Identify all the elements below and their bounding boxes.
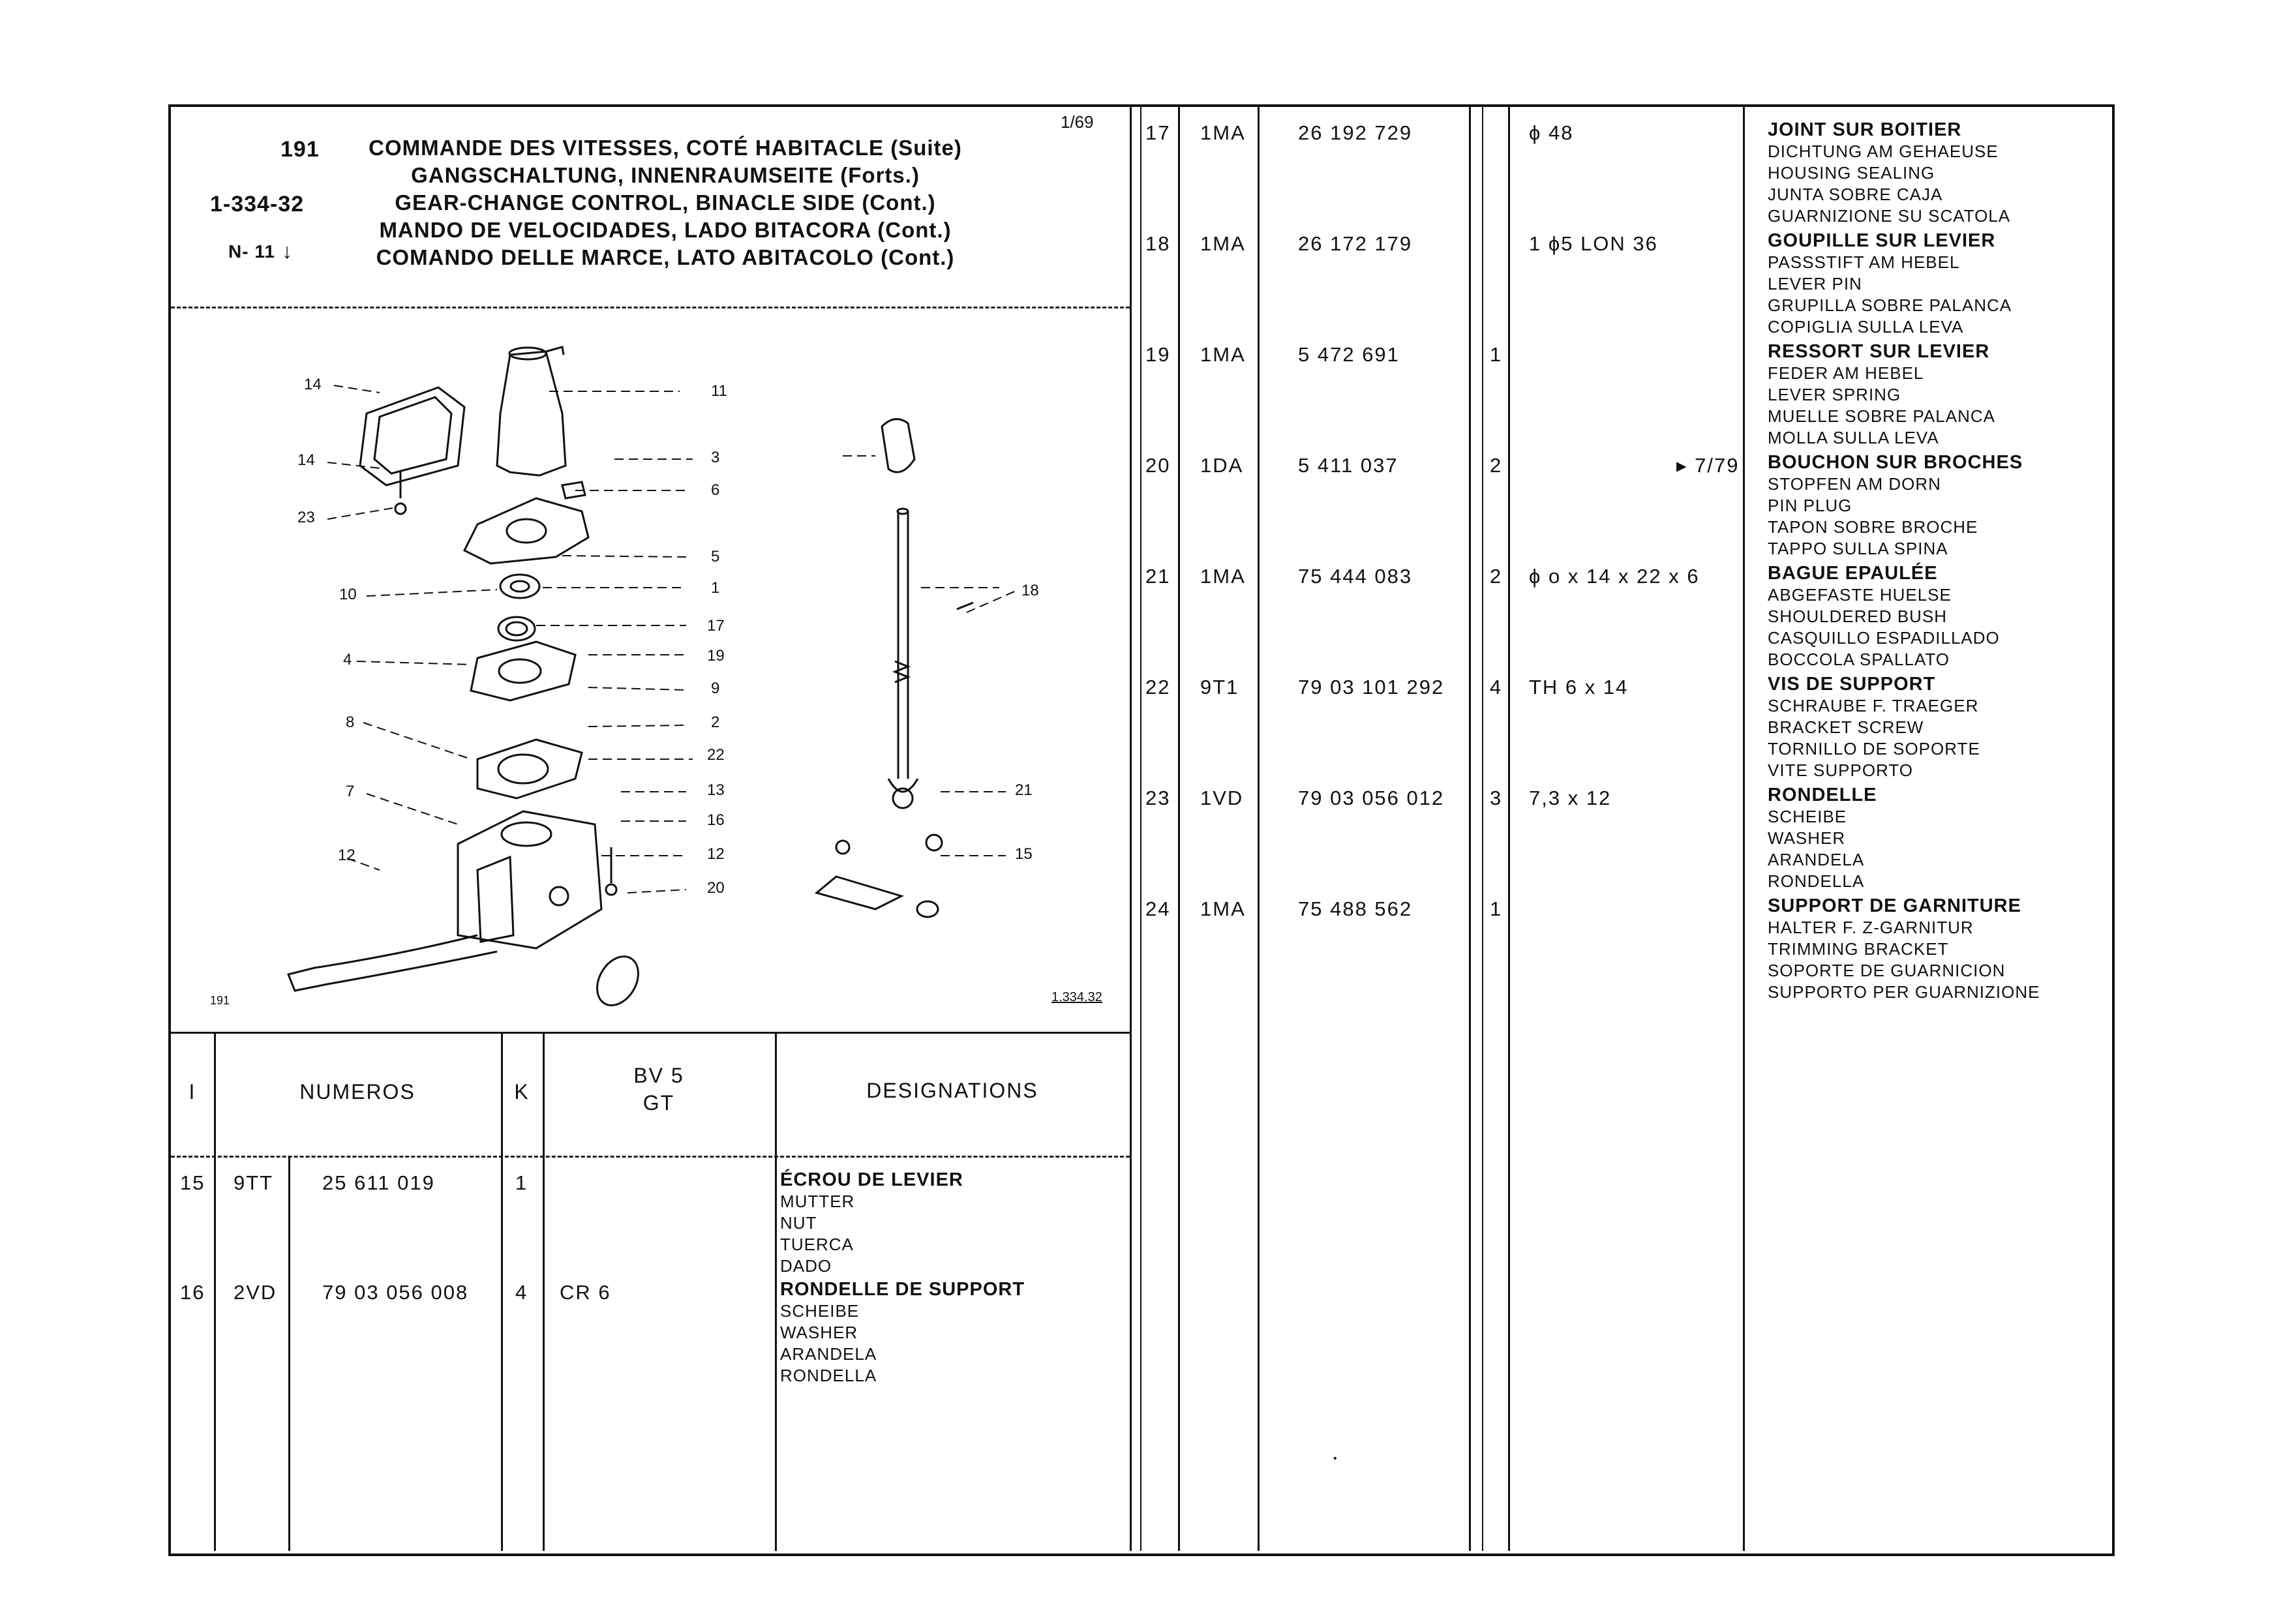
row-spec: 1 ϕ5 LON 36	[1529, 232, 1658, 255]
row-part-number: 5 472 691	[1298, 343, 1400, 366]
diagram-corner-label: 191	[210, 994, 230, 1007]
row-qty: 3	[1490, 787, 1503, 809]
callout-6: 6	[711, 481, 720, 499]
plate-5-shape	[464, 498, 588, 563]
washer-17-shape	[498, 617, 535, 640]
row-spec: ϕ 48	[1529, 121, 1574, 144]
col-head-bv	[543, 1062, 775, 1117]
row-code: 1VD	[1200, 787, 1244, 809]
row-spec: TH 6 x 14	[1529, 676, 1629, 698]
row-qty: 1	[1490, 897, 1503, 920]
row-translation: TORNILLO DE SOPORTE	[1768, 739, 1980, 758]
left-col-rule-2	[288, 1156, 290, 1551]
knob-3-shape	[882, 419, 914, 472]
plate-8-shape	[477, 740, 582, 798]
row-translation: DICHTUNG AM GEHAEUSE	[1768, 142, 1999, 161]
row-part-number: 26 192 729	[1298, 121, 1413, 144]
callout-5: 5	[711, 548, 720, 565]
row-code: 1MA	[1200, 565, 1246, 588]
row-part-number: 26 172 179	[1298, 232, 1413, 255]
title-fr: COMMANDE DES VITESSES, COTÉ HABITACLE (Suite)	[369, 136, 962, 160]
row-translation: SCHEIBE	[1768, 807, 1847, 826]
callout-23: 23	[297, 509, 315, 526]
rod-12-shape	[288, 935, 497, 991]
left-col-rule-1	[214, 1032, 216, 1551]
row-translation: DADO	[780, 1256, 832, 1276]
ref-code: 1-334-32	[210, 192, 305, 217]
note-label: N- 11	[228, 241, 275, 262]
row-code: 9T1	[1200, 676, 1239, 698]
right-col-rule-5	[1743, 104, 1745, 1551]
row-code: 1MA	[1200, 232, 1246, 255]
row-code: 1MA	[1200, 897, 1246, 920]
title-de: GANGSCHALTUNG, INNENRAUMSEITE (Forts.)	[411, 163, 920, 187]
row-qty: 1	[515, 1171, 528, 1194]
row-spec: CR 6	[560, 1281, 611, 1304]
row-qty: 4	[515, 1281, 528, 1304]
section-number: 191	[280, 137, 320, 162]
row-translation: JUNTA SOBRE CAJA	[1768, 185, 1943, 204]
callout-22: 22	[707, 746, 725, 764]
right-col-rule-4	[1508, 104, 1510, 1551]
col-head-i: I	[189, 1080, 196, 1104]
row-translation: ABGEFASTE HUELSE	[1768, 585, 1952, 605]
row-part-number: 79 03 056 008	[322, 1281, 469, 1304]
row-translation: VITE SUPPORTO	[1768, 760, 1913, 780]
row-translation: TAPON SOBRE BROCHE	[1768, 517, 1978, 537]
diagram-divider	[171, 1032, 1130, 1034]
left-col-rule-3	[501, 1032, 503, 1551]
title-es: MANDO DE VELOCIDADES, LADO BITACORA (Cont.)	[379, 218, 952, 242]
row-translation: MUTTER	[780, 1192, 855, 1211]
callout-11: 11	[711, 382, 727, 400]
row-translation: ARANDELA	[1768, 850, 1865, 869]
col-head-designations: DESIGNATIONS	[866, 1079, 1038, 1102]
row-translation: FEDER AM HEBEL	[1768, 363, 1924, 383]
row-translation: TAPPO SULLA SPINA	[1768, 539, 1948, 558]
row-item-number: 21	[1145, 565, 1171, 588]
callout-9: 9	[711, 680, 720, 697]
row-designation: VIS DE SUPPORT	[1768, 674, 1936, 695]
callout-20: 20	[707, 879, 725, 897]
row-code: 1MA	[1200, 343, 1246, 366]
row-item-number: 15	[180, 1171, 205, 1194]
row-part-number: 79 03 101 292	[1298, 676, 1445, 698]
row-translation: HALTER F. Z-GARNITUR	[1768, 918, 1974, 937]
row-designation: RESSORT SUR LEVIER	[1768, 341, 1990, 362]
row-item-number: 18	[1145, 232, 1171, 255]
right-col-rule-3	[1469, 104, 1471, 1551]
col-head-numeros: NUMEROS	[299, 1080, 415, 1104]
row-item-number: 17	[1145, 121, 1171, 144]
row-qty: 2	[1490, 565, 1503, 588]
row-translation: LEVER PIN	[1768, 274, 1862, 293]
row-translation: PASSSTIFT AM HEBEL	[1768, 252, 1960, 272]
row-designation: BOUCHON SUR BROCHES	[1768, 452, 2023, 473]
row-translation: SCHRAUBE F. TRAEGER	[1768, 696, 1979, 715]
row-designation: RONDELLE DE SUPPORT	[780, 1279, 1025, 1300]
row-part-number: 75 444 083	[1298, 565, 1413, 588]
row-item-number: 24	[1145, 897, 1171, 920]
right-col-rule-2	[1258, 104, 1260, 1551]
page-ref: 1/69	[1061, 112, 1094, 132]
row-item-number: 19	[1145, 343, 1171, 366]
callout-16: 16	[707, 811, 725, 829]
row-qty: 4	[1490, 676, 1503, 698]
left-panel-divider	[1130, 104, 1132, 1551]
row-translation: STOPFEN AM DORN	[1768, 474, 1941, 494]
row-translation: SCHEIBE	[780, 1301, 860, 1321]
right-col-rule-1	[1178, 104, 1180, 1551]
arrow-down-icon: ↓	[281, 239, 292, 263]
row-part-number: 79 03 056 012	[1298, 787, 1445, 809]
row-code: 2VD	[234, 1281, 277, 1304]
row-designation: BAGUE EPAULÉE	[1768, 563, 1938, 584]
row-designation: GOUPILLE SUR LEVIER	[1768, 230, 1996, 251]
row-translation: BOCCOLA SPALLATO	[1768, 650, 1950, 669]
row-translation: LEVER SPRING	[1768, 385, 1901, 404]
callout-12-left: 12	[338, 847, 355, 864]
callout-14a: 14	[304, 376, 322, 393]
callout-19: 19	[707, 647, 725, 665]
callout-3: 3	[711, 449, 720, 466]
row-translation: TUERCA	[780, 1235, 854, 1254]
row-item-number: 23	[1145, 787, 1171, 809]
callout-17: 17	[707, 617, 725, 635]
callout-1: 1	[711, 579, 720, 597]
row-qty: 2	[1490, 454, 1503, 477]
callout-14b: 14	[297, 451, 315, 469]
row-part-number: 75 488 562	[1298, 897, 1413, 920]
col-head-k: K	[514, 1080, 530, 1104]
row-code: 1DA	[1200, 454, 1244, 477]
callout-18: 18	[1021, 582, 1039, 599]
row-part-number: 25 611 019	[322, 1171, 435, 1194]
row-translation: ARANDELA	[780, 1344, 877, 1364]
boot-11-shape	[497, 352, 566, 475]
row-qty: 1	[1490, 343, 1503, 366]
callout-12-mid: 12	[707, 845, 725, 863]
row-designation: RONDELLE	[1768, 785, 1877, 805]
row-translation: SUPPORTO PER GUARNIZIONE	[1768, 982, 2040, 1002]
row-translation: CASQUILLO ESPADILLADO	[1768, 628, 2000, 648]
row-translation: WASHER	[1768, 828, 1846, 848]
row-note: ▸ 7/79	[1676, 454, 1740, 477]
title-en: GEAR-CHANGE CONTROL, BINACLE SIDE (Cont.)	[395, 190, 936, 215]
row-translation: TRIMMING BRACKET	[1768, 939, 1949, 959]
callout-10: 10	[339, 586, 357, 603]
row-translation: HOUSING SEALING	[1768, 163, 1935, 183]
callout-8: 8	[346, 713, 355, 731]
table-head-divider	[171, 1156, 1130, 1158]
row-translation: WASHER	[780, 1323, 858, 1342]
figure-ref: 1.334.32	[1051, 990, 1102, 1004]
left-panel-divider-2	[1140, 104, 1141, 1551]
row-translation: BRACKET SCREW	[1768, 717, 1924, 737]
row-item-number: 22	[1145, 676, 1171, 698]
row-designation: SUPPORT DE GARNITURE	[1768, 895, 2021, 916]
title-it: COMANDO DELLE MARCE, LATO ABITACOLO (Cont.)	[376, 245, 955, 269]
callout-15: 15	[1015, 845, 1033, 863]
row-translation: NUT	[780, 1213, 817, 1233]
row-translation: RONDELLA	[780, 1366, 877, 1385]
row-translation: SOPORTE DE GUARNICION	[1768, 961, 2006, 980]
right-col-rule-3b	[1482, 104, 1483, 1551]
col-head-bv-line1: BV 5	[633, 1064, 684, 1087]
row-item-number: 20	[1145, 454, 1171, 477]
callout-21: 21	[1015, 781, 1033, 799]
left-col-rule-5	[775, 1032, 777, 1551]
row-translation: SHOULDERED BUSH	[1768, 607, 1948, 626]
row-spec: 7,3 x 12	[1529, 787, 1612, 809]
row-spec: ϕ o x 14 x 22 x 6	[1529, 565, 1700, 588]
note-line	[228, 241, 292, 262]
callout-4: 4	[343, 651, 352, 668]
row-translation: COPIGLIA SULLA LEVA	[1768, 317, 1964, 337]
row-translation: GUARNIZIONE SU SCATOLA	[1768, 206, 2011, 226]
row-designation: ÉCROU DE LEVIER	[780, 1169, 963, 1190]
header-divider	[171, 307, 1130, 308]
row-code: 1MA	[1200, 121, 1246, 144]
exploded-diagram	[171, 309, 1130, 1030]
row-translation: PIN PLUG	[1768, 496, 1852, 515]
row-code: 9TT	[234, 1171, 274, 1194]
row-translation: RONDELLA	[1768, 871, 1865, 891]
row-translation: MUELLE SOBRE PALANCA	[1768, 406, 1995, 426]
callout-7: 7	[346, 783, 355, 800]
row-item-number: 16	[180, 1281, 205, 1304]
washer-10-shape	[500, 575, 539, 598]
stray-mark: •	[1333, 1453, 1337, 1464]
row-designation: JOINT SUR BOITIER	[1768, 119, 1962, 140]
row-part-number: 5 411 037	[1298, 454, 1398, 477]
row-translation: GRUPILLA SOBRE PALANCA	[1768, 295, 2012, 315]
callout-13: 13	[707, 781, 725, 799]
plug-20-shape	[589, 949, 646, 1012]
plate-4-shape	[471, 642, 575, 700]
callout-2: 2	[711, 713, 720, 731]
header-titles	[352, 134, 978, 271]
row-translation: MOLLA SULLA LEVA	[1768, 428, 1939, 447]
col-head-bv-line2: GT	[642, 1091, 675, 1115]
